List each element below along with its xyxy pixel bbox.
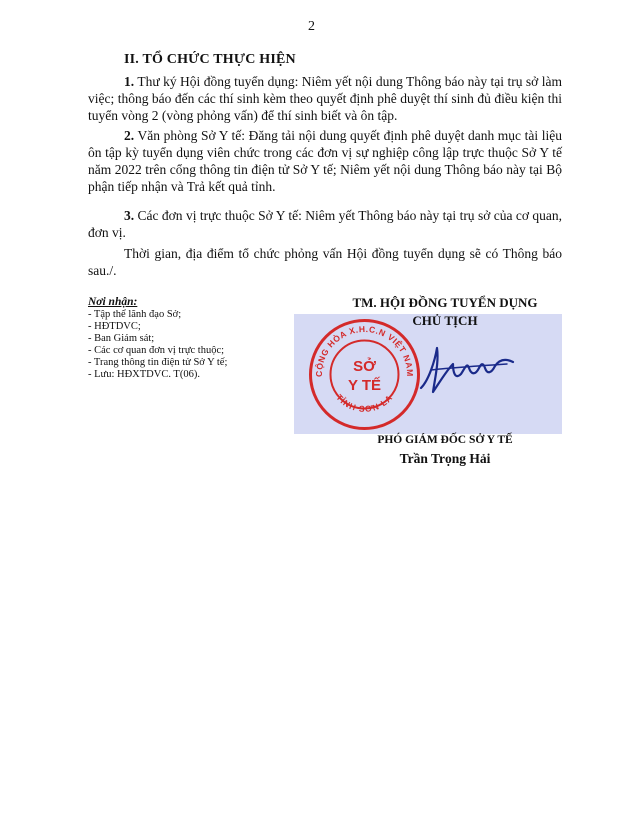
stamp-ring-text: CỘNG HÒA X.H.C.N VIỆT NAM xyxy=(313,323,416,378)
recipients-list xyxy=(88,309,227,381)
page-number: 2 xyxy=(308,19,315,34)
recipient-item: - Lưu: HĐXTDVC. T(06). xyxy=(88,369,200,380)
paragraph-number: 1. xyxy=(124,74,135,89)
paragraph-closing xyxy=(88,245,562,279)
recipient-item: - HĐTDVC; xyxy=(88,321,141,332)
paragraph-text: Thư ký Hội đồng tuyển dụng: Niêm yết nội dung Thông báo này tại trụ sở làm việc; thông báo đến các thí sinh kèm theo quyết định phê duyệt thí sinh đủ điều kiện thi tuyển vòng 2 (vòng phỏng vấn) để thí sinh biết và ôn tập. xyxy=(88,74,562,123)
signer-role: PHÓ GIÁM ĐỐC SỞ Y TẾ xyxy=(377,434,513,446)
stamp-center-line1: SỞ xyxy=(353,358,376,375)
paragraph-number: 3. xyxy=(124,208,135,223)
recipients-block xyxy=(88,296,227,381)
signer-name: Trần Trọng Hải xyxy=(399,451,491,466)
recipient-item: - Ban Giám sát; xyxy=(88,333,155,344)
stamp-bottom-text: TỈNH SƠN LA xyxy=(334,392,395,415)
paragraph-2 xyxy=(88,127,562,195)
signature-title-line1: TM. HỘI ĐỒNG TUYỂN DỤNG xyxy=(352,295,538,310)
paragraph-number: 2. xyxy=(124,128,135,143)
stamp-center-line2: Y TẾ xyxy=(347,377,382,394)
recipient-item: - Trang thông tin điện tử Sở Y tế; xyxy=(88,357,228,368)
section-heading: II. TỔ CHỨC THỰC HIỆN xyxy=(124,52,296,67)
recipient-item: - Tập thể lãnh đạo Sở; xyxy=(88,309,182,320)
paragraph-text: Thời gian, địa điểm tổ chức phỏng vấn Hội đồng tuyển dụng sẽ có Thông báo sau./. xyxy=(88,246,562,278)
recipients-title: Nơi nhận: xyxy=(88,296,138,308)
recipient-item: - Các cơ quan đơn vị trực thuộc; xyxy=(88,345,225,356)
handwritten-signature xyxy=(417,340,517,400)
paragraph-1 xyxy=(88,73,562,124)
paragraph-text: Các đơn vị trực thuộc Sở Y tế: Niêm yết Thông báo này tại trụ sở của cơ quan, đơn vị. xyxy=(88,208,563,240)
svg-text:TỈNH SƠN LA xyxy=(334,392,395,414)
official-seal-stamp xyxy=(307,317,422,432)
paragraph-3 xyxy=(88,207,562,241)
paragraph-text: Văn phòng Sở Y tế: Đăng tải nội dung quyết định phê duyệt danh mục tài liệu ôn tập kỳ tuyển dụng viên chức trong các đơn vị sự nghiệp công lập trực thuộc Sở Y tế năm 2022 trên cổng thông tin điện tử Sở Y tế; Niêm yết nội dung Thông báo này tại Bộ phận tiếp nhận và Trả kết quả tỉnh. xyxy=(88,128,562,194)
signature-title-line2: CHỦ TỊCH xyxy=(412,313,478,328)
